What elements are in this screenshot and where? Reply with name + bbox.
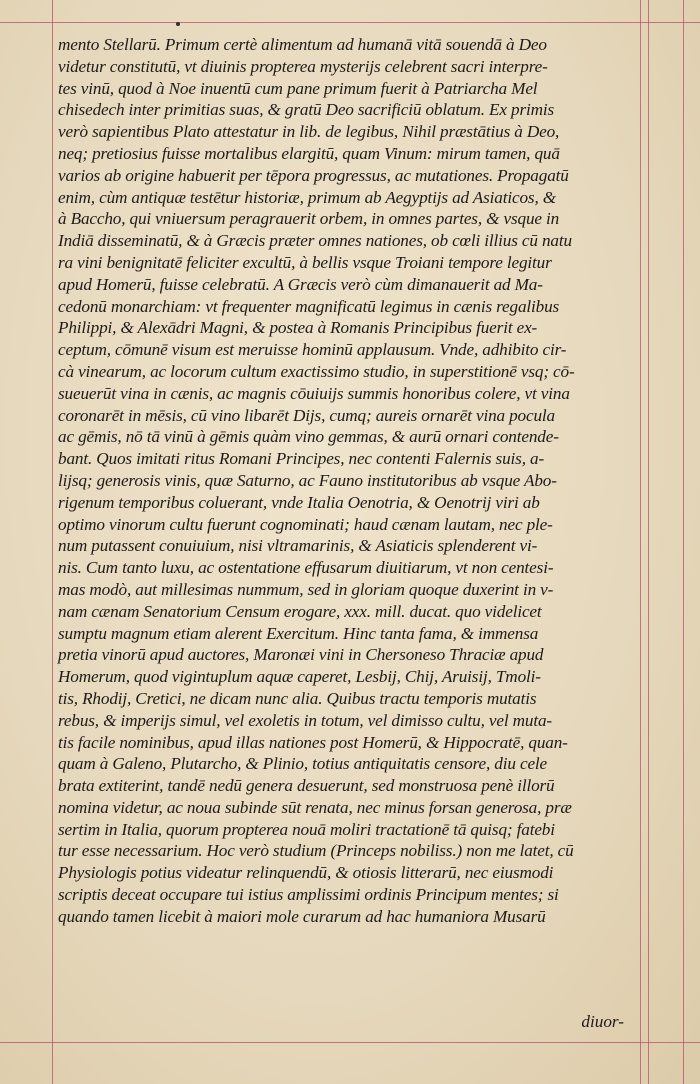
text-line: num putassent conuiuium, nisi vltramarinis, & Asiaticis splenderent vi- [58, 536, 538, 556]
text-line: quam à Galeno, Plutarcho, & Plinio, totius antiquitatis censore, diu cele [58, 754, 548, 774]
text-line: Philippi, & Alexādri Magni, & postea à Romanis Principibus fuerit ex- [58, 318, 538, 338]
text-line: ac gēmis, nō tā vinū à gēmis quàm vino gemmas, & aurū ornari contende- [58, 427, 559, 447]
text-line: bant. Quos imitati ritus Romani Principes, nec contenti Falernis suis, a- [58, 449, 545, 469]
text-line: rigenum temporibus coluerant, vnde Italia Oenotria, & Oenotrij viri ab [58, 492, 540, 512]
text-line: verò sapientibus Plato attestatur in lib. de legibus, Nihil præstātius à Deo, [58, 122, 560, 142]
text-line: sumptu magnum etiam alerent Exercitum. Hinc tanta fama, & immensa [58, 623, 539, 643]
text-line: sueuerūt vina in cænis, ac magnis cōuiuijs summis honoribus colere, vt vina [58, 383, 570, 403]
text-line: sertim in Italia, quorum propterea nouā moliri tractationē tā quisq; fatebi [58, 819, 555, 839]
text-line: pretia vinorū apud auctores, Maronæi vini in Chersoneso Thraciæ apud [58, 645, 544, 665]
right-margin-rule [640, 0, 641, 1084]
bottom-margin-rule [0, 1042, 700, 1043]
right-margin-rule-outer [648, 0, 649, 1084]
text-line: tis, Rhodij, Cretici, ne dicam nunc alia. Quibus tractu temporis mutatis [58, 688, 537, 708]
text-line: tes vinū, quod à Noe inuentū cum pane primum fuerit à Patriarcha Mel [58, 78, 538, 98]
edge-rule [683, 0, 684, 1084]
text-line: ceptum, cōmunē visum est meruisse hominū applausum. Vnde, adhibito cir- [58, 340, 567, 360]
text-line: nis. Cum tanto luxu, ac ostentatione effusarum diuitiarum, vt non centesi- [58, 558, 554, 578]
ink-speck [176, 22, 180, 26]
text-line: varios ab origine habuerit per tēpora progressus, ac mutationes. Propagatū [58, 165, 569, 185]
text-line: scriptis deceat occupare tui istius amplissimi ordinis Principum mentes; si [58, 885, 559, 905]
left-margin-rule [52, 0, 53, 1084]
text-line: ra vini benignitatē feliciter excultū, à bellis vsque Troiani tempore legitur [58, 252, 552, 272]
text-line: coronarēt in mēsis, cū vino libarēt Dijs, cumq; aureis ornarēt vina pocula [58, 405, 555, 425]
text-line: Homerum, quod vigintuplum aquæ caperet, Lesbij, Chij, Aruisij, Tmoli- [58, 667, 541, 687]
text-line: chisedech inter primitias suas, & gratū Deo sacrificiū oblatum. Ex primis [58, 100, 555, 120]
text-line: neq; pretiosius fuisse mortalibus elargitū, quam Vinum: mirum tamen, quā [58, 143, 560, 163]
text-line: apud Homerū, fuisse celebratū. A Græcis verò cùm dimanauerit ad Ma- [58, 274, 543, 294]
text-line: enim, cùm antiquæ testētur historiæ, primum ab Aegyptijs ad Asiaticos, & [58, 187, 556, 207]
text-line: cà vinearum, ac locorum cultum exactissimo studio, in superstitionē vsq; cō- [58, 361, 575, 381]
text-line: videtur constitutū, vt diuinis propterea mysterijs celebrent sacri interpre- [58, 56, 548, 76]
text-line: à Baccho, qui vniuersum peragrauerit orbem, in omnes partes, & vsque in [58, 209, 560, 229]
text-line: cedonū monarchiam: vt frequenter magnificatū legimus in cænis regalibus [58, 296, 560, 316]
text-line: mento Stellarū. Primum certè alimentum ad humanā vitā souendā à Deo [58, 35, 547, 54]
text-line: rebus, & imperijs simul, vel exoletis in totum, vel dimisso cultu, vel muta- [58, 710, 552, 730]
text-line: Physiologis potius videatur relinquendū, & otiosis litterarū, nec eiusmodi [58, 863, 554, 883]
text-line: nomina videtur, ac noua subinde sūt renata, nec minus forsan generosa, præ [58, 797, 572, 817]
text-line: lijsq; generosis vinis, quæ Saturno, ac Fauno institutoribus ab vsque Abo- [58, 470, 557, 490]
top-margin-rule [0, 22, 700, 23]
body-text [58, 34, 628, 928]
text-line: tur esse necessarium. Hoc verò studium (Princeps nobiliss.) non me latet, cū [58, 841, 574, 861]
text-line: quando tamen licebit à maiori mole curarum ad hac humaniora Musarū [58, 906, 546, 926]
text-line: brata extiterint, tandē nedū genera desuerunt, sed monstruosa penè illorū [58, 776, 555, 796]
text-line: nam cænam Senatorium Censum erogare, xxx. mill. ducat. quo videlicet [58, 601, 542, 621]
catchword: diuor- [581, 1012, 624, 1031]
text-line: optimo vinorum cultu fuerunt cognominati; haud cænam lautam, nec ple- [58, 514, 553, 534]
text-line: Indiā disseminatū, & à Græcis præter omnes nationes, ob cœli illius cū natu [58, 231, 572, 251]
text-line: tis facile nominibus, apud illas nationes post Homerū, & Hippocratē, quan- [58, 732, 568, 752]
text-line: mas modò, aut millesimas nummum, sed in gloriam quoque duxerint in v- [58, 579, 554, 599]
